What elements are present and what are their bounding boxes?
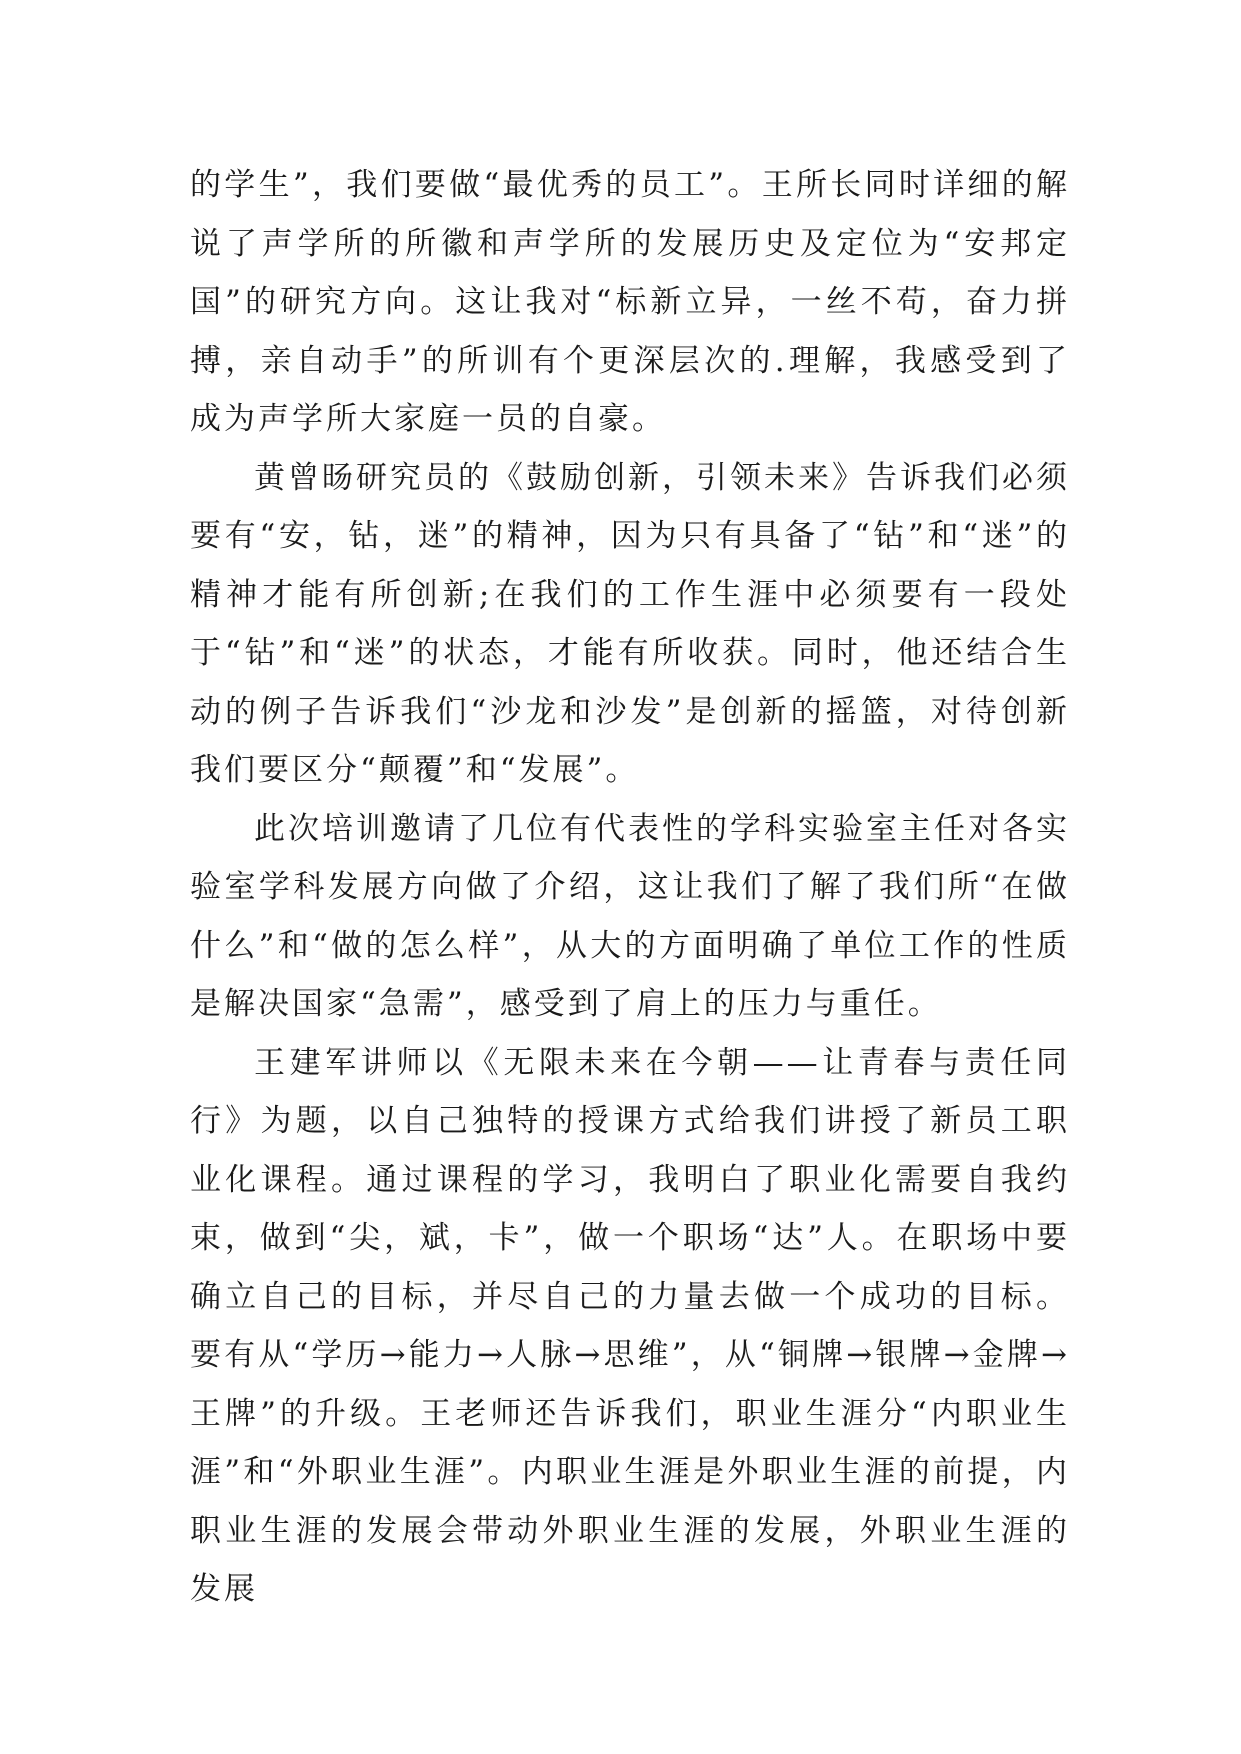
paragraph-3: 此次培训邀请了几位有代表性的学科实验室主任对各实验室学科发展方向做了介绍，这让我们了解了我们所“在做什么”和“做的怎么样”，从大的方面明确了单位工作的性质是解决国家“急需”，感受到了肩上的压力与重任。 xyxy=(190,810,1070,1022)
body-text xyxy=(190,156,1070,1619)
paragraph-2: 黄曾旸研究员的《鼓励创新，引领未来》告诉我们必须要有“安，钻，迷”的精神，因为只有具备了“钻”和“迷”的精神才能有所创新;在我们的工作生涯中必须要有一段处于“钻”和“迷”的状态，才能有所收获。同时，他还结合生动的例子告诉我们“沙龙和沙发”是创新的摇篮，对待创新我们要区分“颠覆”和“发展”。 xyxy=(190,459,1070,788)
paragraph-4: 王建军讲师以《无限未来在今朝——让青春与责任同行》为题，以自己独特的授课方式给我们讲授了新员工职业化课程。通过课程的学习，我明白了职业化需要自我约束，做到“尖，斌，卡”，做一个职场“达”人。在职场中要确立自己的目标，并尽自己的力量去做一个成功的目标。要有从“学历→能力→人脉→思维”，从“铜牌→银牌→金牌→王牌”的升级。王老师还告诉我们，职业生涯分“内职业生涯”和“外职业生涯”。内职业生涯是外职业生涯的前提，内职业生涯的发展会带动外职业生涯的发展，外职业生涯的发展 xyxy=(190,1044,1070,1607)
paragraph-1: 的学生”，我们要做“最优秀的员工”。王所长同时详细的解说了声学所的所徽和声学所的发展历史及定位为“安邦定国”的研究方向。这让我对“标新立异，一丝不苟，奋力拼搏，亲自动手”的所训有个更深层次的.理解，我感受到了成为声学所大家庭一员的自豪。 xyxy=(190,167,1070,437)
